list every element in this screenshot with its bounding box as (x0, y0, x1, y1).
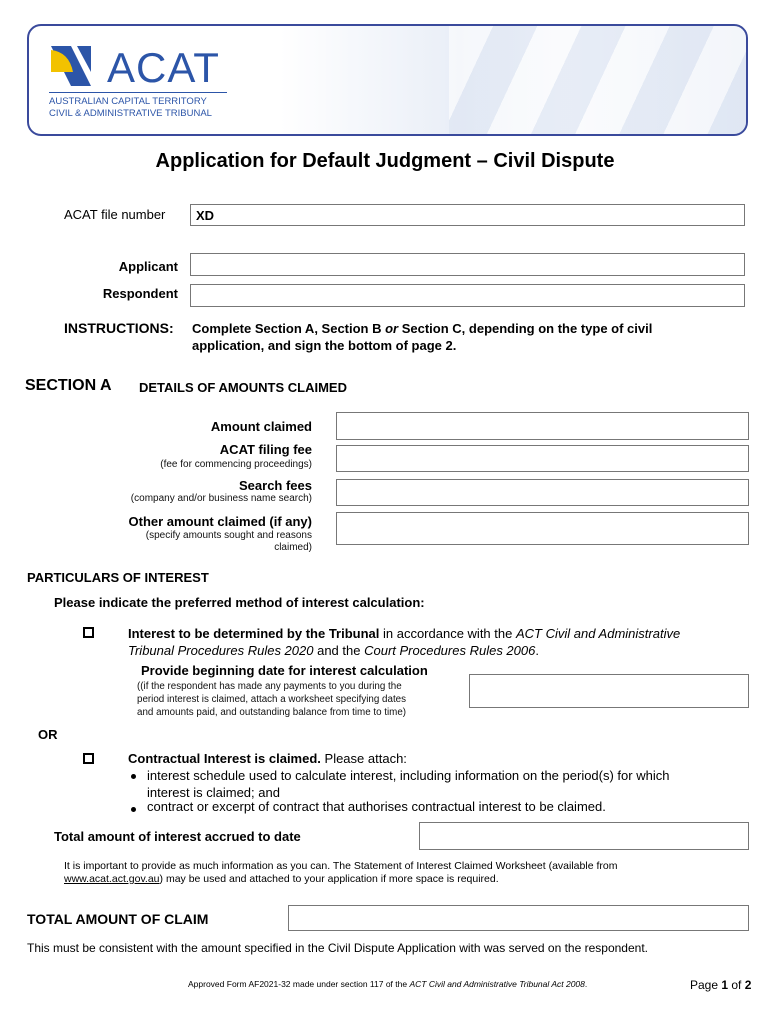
page-title: Application for Default Judgment – Civil Dispute (155, 150, 615, 172)
acat-website-link[interactable]: www.acat.act.gov.au (64, 873, 160, 885)
bullet-2-text: contract or excerpt of contract that authorises contractual interest to be claimed. (147, 799, 606, 814)
filing-fee-label: ACAT filing fee (219, 442, 312, 457)
interest-note-line1: It is important to provide as much information as you can. The Statement of Interest Claimed Worksheet (available from (64, 860, 618, 872)
logo-subtitle-line1: AUSTRALIAN CAPITAL TERRITORY (49, 96, 207, 107)
tribunal-interest-t3: . (535, 643, 539, 658)
instructions-text (192, 321, 752, 353)
instructions-line2: application, and sign the bottom of page 2. (192, 338, 457, 353)
begin-date-label: Provide beginning date for interest calculation (141, 663, 428, 678)
other-amount-note-line2: claimed) (274, 542, 312, 553)
instructions-line1b: Section C, depending on the type of civil (398, 321, 653, 336)
approved-form-note (188, 979, 587, 989)
instructions-or: or (385, 321, 399, 336)
page-word: Page (690, 978, 722, 992)
total-accrued-field[interactable] (419, 822, 749, 850)
page-total: 2 (744, 978, 752, 992)
banner-decoration (449, 26, 748, 136)
interest-prompt: Please indicate the preferred method of interest calculation: (54, 595, 425, 610)
interest-note (64, 860, 754, 886)
respondent-field[interactable] (190, 284, 745, 307)
file-number-field[interactable] (190, 204, 745, 226)
other-amount-note (60, 530, 312, 553)
contractual-interest-text (128, 751, 407, 766)
bullet-1-text (147, 767, 747, 801)
approved-form-end: . (584, 979, 588, 989)
tribunal-interest-t1: in accordance with the (379, 626, 516, 641)
approved-form-act: ACT Civil and Administrative Tribunal Act 2008 (409, 979, 585, 989)
bullet-1-line2: interest is claimed; and (147, 785, 280, 800)
page-number (690, 978, 751, 992)
contractual-interest-checkbox[interactable] (83, 753, 94, 764)
bullet-1-line1: interest schedule used to calculate interest, including information on the period(s) for which (147, 768, 670, 783)
tribunal-interest-court-rules: Court Procedures Rules 2006 (364, 643, 536, 658)
contractual-interest-attach: Please attach: (320, 751, 407, 766)
tribunal-interest-checkbox[interactable] (83, 627, 94, 638)
logo-subtitle (49, 96, 239, 120)
search-fees-field[interactable] (336, 479, 749, 506)
instructions-label: INSTRUCTIONS: (64, 320, 174, 336)
total-claim-field[interactable] (288, 905, 749, 931)
filing-fee-note: (fee for commencing proceedings) (160, 459, 312, 470)
section-a-title: DETAILS OF AMOUNTS CLAIMED (139, 380, 347, 395)
amount-claimed-label: Amount claimed (210, 419, 312, 434)
or-label: OR (38, 727, 58, 742)
interest-note-line2: ) may be used and attached to your application if more space is required. (159, 873, 499, 885)
tribunal-interest-title: Interest to be determined by the Tribunal (128, 626, 380, 641)
respondent-label: Respondent (102, 286, 178, 301)
logo-name: ACAT (107, 44, 220, 91)
tribunal-interest-rules: Tribunal Procedures Rules 2020 (128, 643, 314, 658)
search-fees-note: (company and/or business name search) (130, 493, 312, 504)
amount-claimed-field[interactable] (336, 412, 749, 440)
interest-heading: PARTICULARS OF INTEREST (27, 570, 209, 585)
total-claim-note: This must be consistent with the amount specified in the Civil Dispute Application with was served on the respondent. (27, 941, 648, 955)
page-of: of (728, 978, 745, 992)
other-amount-label: Other amount claimed (if any) (128, 514, 312, 529)
approved-form-text: Approved Form AF2021-32 made under section 117 of the (188, 979, 410, 989)
file-number-label: ACAT file number (64, 207, 166, 222)
section-a-label: SECTION A (25, 377, 112, 394)
total-claim-label: TOTAL AMOUNT OF CLAIM (27, 911, 209, 927)
instructions-line1a: Complete Section A, Section B (192, 321, 386, 336)
logo-divider (49, 92, 227, 93)
begin-date-note-line1: ((if the respondent has made any payments to you during the (137, 681, 402, 692)
begin-date-field[interactable] (469, 674, 749, 708)
logo-subtitle-line2: CIVIL & ADMINISTRATIVE TRIBUNAL (49, 108, 212, 119)
other-amount-note-line1: (specify amounts sought and reasons (145, 530, 312, 541)
page-current: 1 (721, 978, 729, 992)
header-banner (27, 24, 748, 136)
bullet-2-icon (131, 807, 136, 812)
applicant-field[interactable] (190, 253, 745, 276)
tribunal-interest-text (128, 625, 748, 659)
tribunal-interest-t2: and the (313, 643, 365, 658)
filing-fee-field[interactable] (336, 445, 749, 472)
begin-date-note-line2: period interest is claimed, attach a worksheet specifying dates (137, 694, 407, 705)
begin-date-note (137, 680, 467, 719)
tribunal-interest-act: ACT Civil and Administrative (515, 626, 681, 641)
applicant-label: Applicant (118, 259, 178, 274)
contractual-interest-title: Contractual Interest is claimed. (128, 751, 321, 766)
bullet-1-icon (131, 774, 136, 779)
acat-logo-icon (47, 42, 95, 90)
total-accrued-label: Total amount of interest accrued to date (54, 829, 301, 844)
file-number-value: XD (196, 208, 215, 223)
begin-date-note-line3: and amounts paid, and outstanding balance from time to time) (137, 707, 407, 718)
other-amount-field[interactable] (336, 512, 749, 545)
search-fees-label: Search fees (239, 478, 312, 493)
